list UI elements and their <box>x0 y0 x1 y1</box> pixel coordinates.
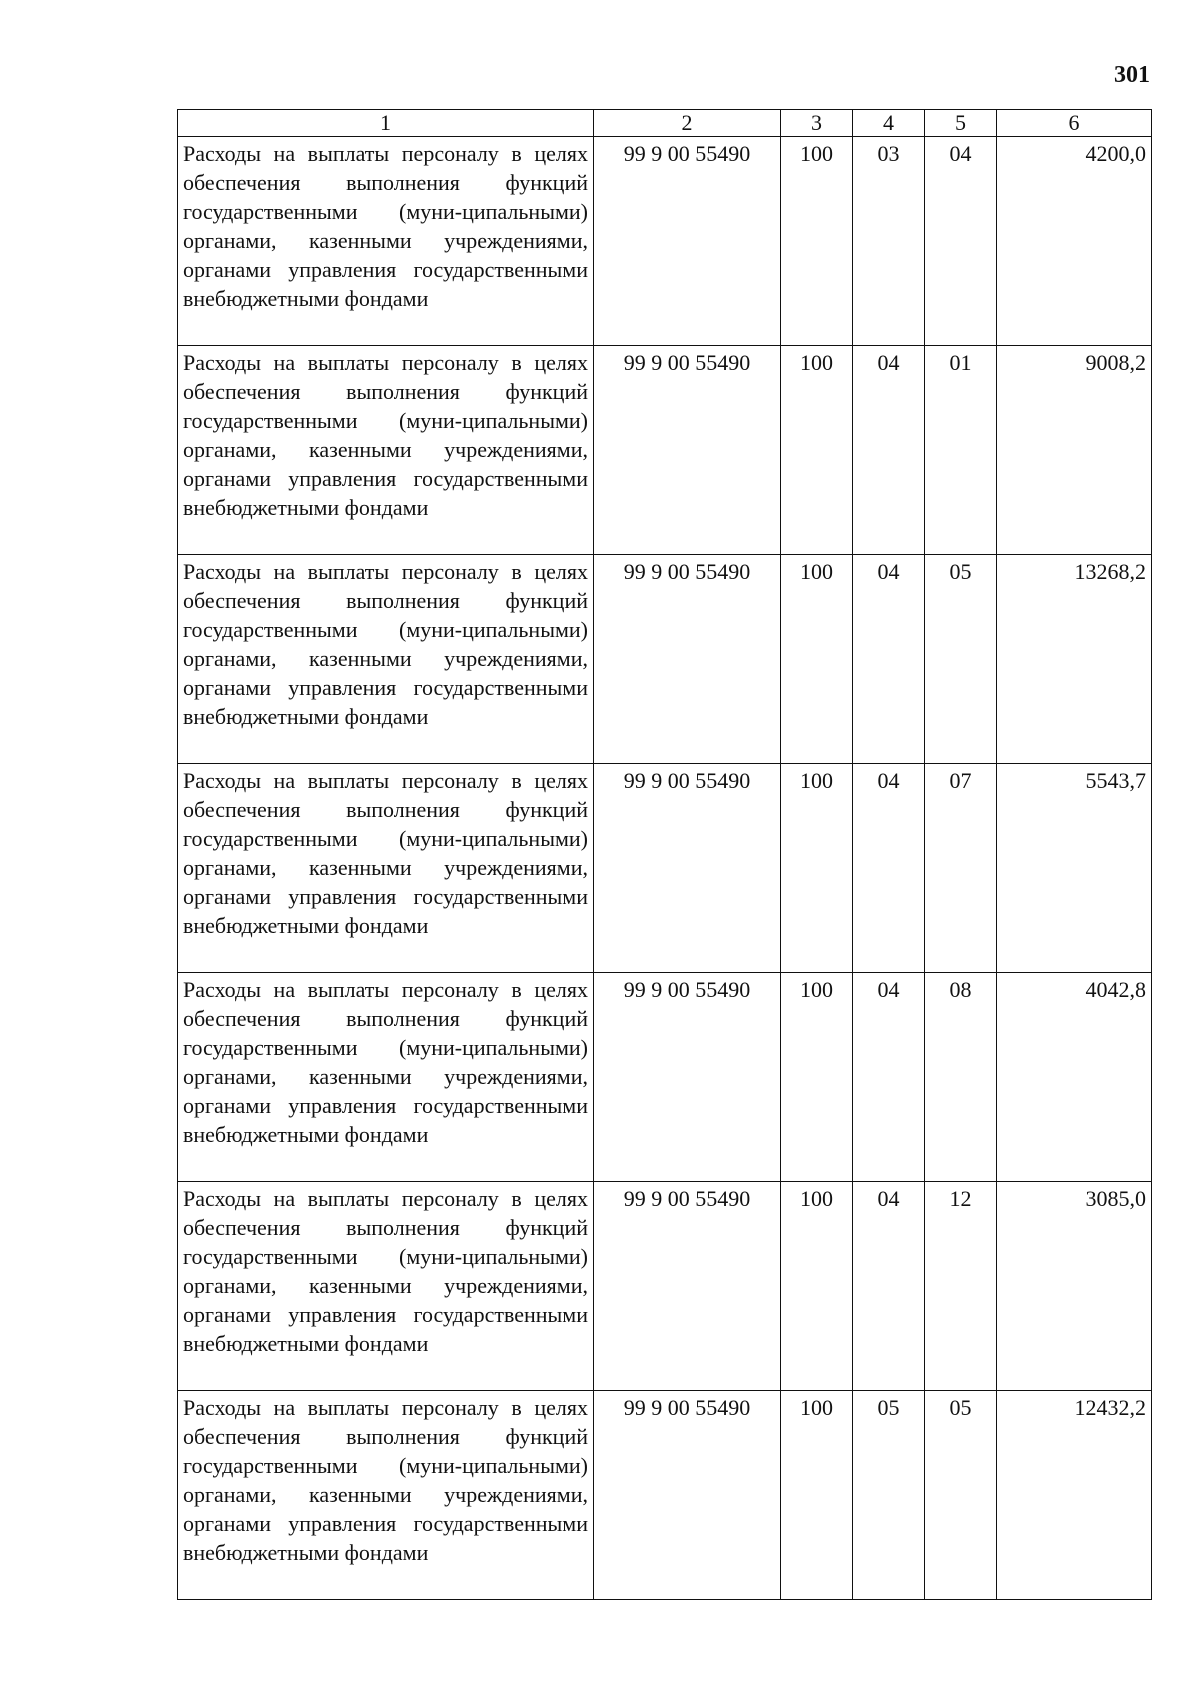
row-target-code: 99 9 00 55490 <box>594 973 781 1182</box>
row-description: Расходы на выплаты персоналу в целях обеспечения выполнения функций государственными (муни-ципальными) органами, казенными учреждениями, органами управления государственными внебюджетными фондами <box>178 346 594 555</box>
row-section: 04 <box>853 973 925 1182</box>
table-row <box>178 1182 1152 1391</box>
row-expense-type: 100 <box>781 346 853 555</box>
table-row <box>178 555 1152 764</box>
page-number: 301 <box>1114 62 1150 88</box>
column-number-5: 5 <box>925 110 997 137</box>
row-expense-type: 100 <box>781 137 853 346</box>
row-description: Расходы на выплаты персоналу в целях обеспечения выполнения функций государственными (муни-ципальными) органами, казенными учреждениями, органами управления государственными внебюджетными фондами <box>178 137 594 346</box>
row-expense-type: 100 <box>781 1182 853 1391</box>
row-subsection: 07 <box>925 764 997 973</box>
row-subsection: 05 <box>925 1391 997 1600</box>
table-row <box>178 137 1152 346</box>
row-amount: 4042,8 <box>997 973 1152 1182</box>
row-section: 04 <box>853 555 925 764</box>
row-target-code: 99 9 00 55490 <box>594 555 781 764</box>
row-subsection: 08 <box>925 973 997 1182</box>
row-description: Расходы на выплаты персоналу в целях обеспечения выполнения функций государственными (муни-ципальными) органами, казенными учреждениями, органами управления государственными внебюджетными фондами <box>178 1391 594 1600</box>
column-number-3: 3 <box>781 110 853 137</box>
table-row <box>178 1391 1152 1600</box>
row-section: 03 <box>853 137 925 346</box>
row-target-code: 99 9 00 55490 <box>594 346 781 555</box>
row-amount: 13268,2 <box>997 555 1152 764</box>
row-expense-type: 100 <box>781 1391 853 1600</box>
row-expense-type: 100 <box>781 764 853 973</box>
row-subsection: 12 <box>925 1182 997 1391</box>
row-description: Расходы на выплаты персоналу в целях обеспечения выполнения функций государственными (муни-ципальными) органами, казенными учреждениями, органами управления государственными внебюджетными фондами <box>178 555 594 764</box>
row-amount: 5543,7 <box>997 764 1152 973</box>
row-amount: 4200,0 <box>997 137 1152 346</box>
row-section: 04 <box>853 1182 925 1391</box>
row-amount: 12432,2 <box>997 1391 1152 1600</box>
row-description: Расходы на выплаты персоналу в целях обеспечения выполнения функций государственными (муни-ципальными) органами, казенными учреждениями, органами управления государственными внебюджетными фондами <box>178 1182 594 1391</box>
row-section: 04 <box>853 764 925 973</box>
row-description: Расходы на выплаты персоналу в целях обеспечения выполнения функций государственными (муни-ципальными) органами, казенными учреждениями, органами управления государственными внебюджетными фондами <box>178 764 594 973</box>
column-number-2: 2 <box>594 110 781 137</box>
row-expense-type: 100 <box>781 555 853 764</box>
row-amount: 3085,0 <box>997 1182 1152 1391</box>
row-target-code: 99 9 00 55490 <box>594 1391 781 1600</box>
column-number-1: 1 <box>178 110 594 137</box>
row-subsection: 04 <box>925 137 997 346</box>
budget-table <box>177 109 1152 1600</box>
row-subsection: 01 <box>925 346 997 555</box>
row-target-code: 99 9 00 55490 <box>594 1182 781 1391</box>
table-row <box>178 973 1152 1182</box>
row-amount: 9008,2 <box>997 346 1152 555</box>
row-section: 04 <box>853 346 925 555</box>
row-target-code: 99 9 00 55490 <box>594 137 781 346</box>
row-expense-type: 100 <box>781 973 853 1182</box>
table-row <box>178 346 1152 555</box>
table-row <box>178 764 1152 973</box>
column-number-4: 4 <box>853 110 925 137</box>
row-section: 05 <box>853 1391 925 1600</box>
row-description: Расходы на выплаты персоналу в целях обеспечения выполнения функций государственными (муни-ципальными) органами, казенными учреждениями, органами управления государственными внебюджетными фондами <box>178 973 594 1182</box>
row-subsection: 05 <box>925 555 997 764</box>
table-header-row <box>178 110 1152 137</box>
row-target-code: 99 9 00 55490 <box>594 764 781 973</box>
column-number-6: 6 <box>997 110 1152 137</box>
